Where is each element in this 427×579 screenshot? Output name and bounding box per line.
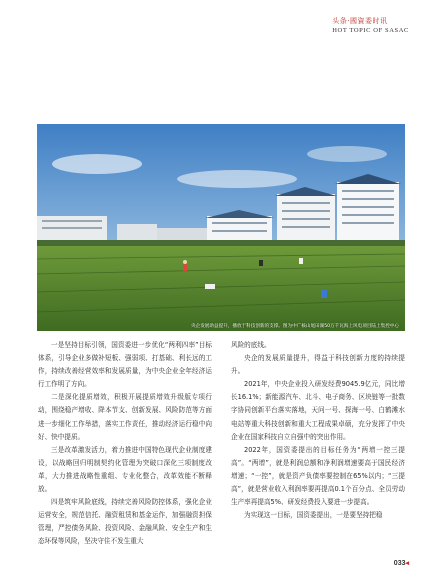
field-and-buildings-illustration bbox=[37, 124, 405, 331]
paragraph: 四是筑牢风险底线，持续完善风险防控体系，强化企业运营安全，规范信托、融资租赁和基金运作，加强融资担保管理，严控债务风险、投资风险、金融风险、安全生产和生态环保等风险，坚决守住不发生重大 bbox=[38, 498, 212, 546]
paragraph: 为实现这一目标，国资委提出，一是要坚持把稳 bbox=[244, 511, 383, 520]
paragraph: 一是坚持目标引领，国资委进一步优化“两利四率”目标体系，引导企业多做补短板、强弱项、打基础、利长远的工作，持续改善经营效率和发展质量，为中央企业全年经济运行工作明了方向。 bbox=[38, 341, 212, 389]
right-column bbox=[231, 339, 405, 522]
section-title-cn: 头条·國資委时讯 bbox=[332, 17, 388, 25]
left-column bbox=[38, 339, 212, 549]
page-number bbox=[394, 559, 409, 567]
paragraph: 2022年，国资委提出的目标任务为“两增一控三提高”。“两增”，就是利润总额和净利润增速要高于国民经济增速；“一控”，就是资产负债率要控制在65%以内；“三提高”，就是营业收入利润率要再提高0.1个百分点、全员劳动生产率再提高5%、研发经费投入要进一步提高。 bbox=[231, 445, 405, 507]
page-marker-icon: ◂ bbox=[405, 560, 409, 567]
photo-caption: 央企发展助益提升，播放于科技创新的支撑。图为中广核山尾田湖50万千瓦海上风电项目陆上集控中心 bbox=[191, 324, 399, 329]
section-title-en: HOT TOPIC OF SASAC bbox=[332, 27, 409, 34]
feature-photo bbox=[37, 124, 405, 331]
paragraph: 二是深化提质增效，积极开展提质增效升级版专项行动，围绕稳产增收、降本节支、创新发展、风险防范等方面进一步细化工作举措，落实工作责任，推动经济运行稳中向好、快中提质。 bbox=[38, 393, 212, 441]
paragraph: 2021年，中央企业投入研发经费9045.9亿元，同比增长16.1%；新能源汽车、北斗、电子商务、区块链等一批数字协同创新平台落实落地，天问一号、探海一号、白鹤滩水电站等重大科技创新和重大工程成果卓硕，充分发挥了中央企业在国家科技自立自强中的突出作用。 bbox=[231, 380, 405, 441]
page-number-text: 033 bbox=[393, 560, 406, 567]
section-header bbox=[332, 16, 409, 34]
paragraph: 三是改革激发活力，着力推进中国特色现代企业制度建设，以战略回归明制契约化管理为突破口深化三项制度改革，大力推进战略性重组、专业化整合，改革效能不断释放。 bbox=[38, 445, 212, 494]
paragraph: 央企的发展质量提升，得益于科技创新力度的持续提升。 bbox=[231, 354, 405, 376]
paragraph: 风险的底线。 bbox=[231, 341, 271, 349]
